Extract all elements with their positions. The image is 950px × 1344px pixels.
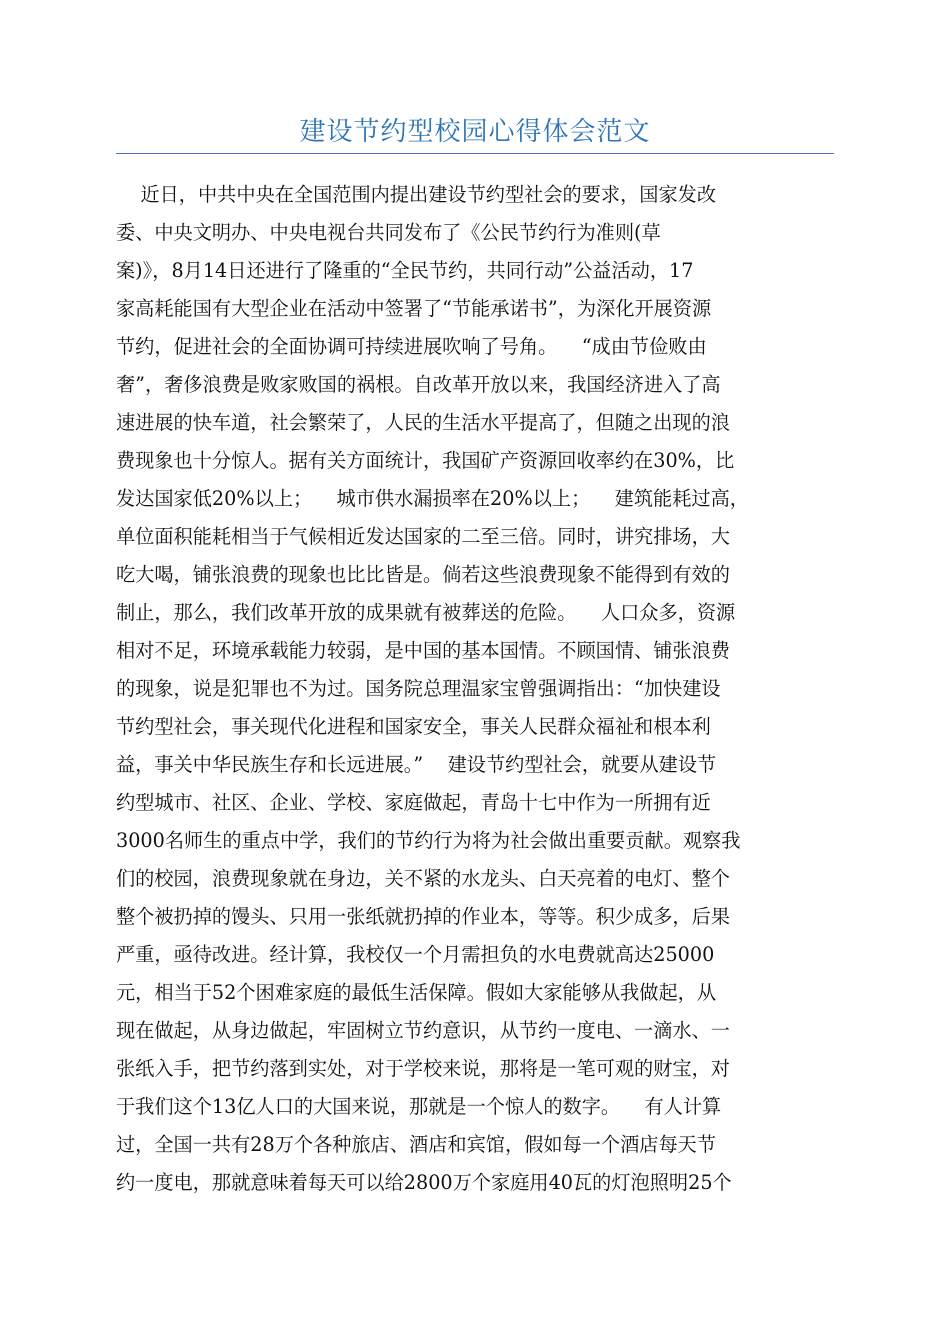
title-underline bbox=[116, 153, 834, 154]
text-line: 节约型社会，事关现代化进程和国家安全，事关人民群众福祉和根本利 bbox=[116, 715, 711, 738]
text-line: 委、中央文明办、中央电视台共同发布了《公民节约行为准则(草 bbox=[116, 221, 661, 244]
text-line: 奢”，奢侈浪费是败家败国的祸根。自改革开放以来，我国经济进入了高 bbox=[116, 373, 721, 396]
text-line: 于我们这个13亿人口的大国来说，那就是一个惊人的数字。 有人计算 bbox=[116, 1095, 722, 1118]
text-line: 现在做起，从身边做起，牢固树立节约意识，从节约一度电、一滴水、一 bbox=[116, 1019, 730, 1042]
text-line: 费现象也十分惊人。据有关方面统计，我国矿产资源回收率约在30%，比 bbox=[116, 449, 735, 472]
text-line: 整个被扔掉的馒头、只用一张纸就扔掉的作业本，等等。积少成多，后果 bbox=[116, 905, 730, 928]
text-line: 约一度电，那就意味着每天可以给2800万个家庭用40瓦的灯泡照明25个 bbox=[116, 1171, 732, 1194]
document-title: 建设节约型校园心得体会范文 bbox=[299, 117, 651, 147]
text-line: 约型城市、社区、企业、学校、家庭做起，青岛十七中作为一所拥有近 bbox=[116, 791, 711, 814]
text-line: 单位面积能耗相当于气候相近发达国家的二至三倍。同时，讲究排场，大 bbox=[116, 525, 730, 548]
text-line: 们的校园，浪费现象就在身边，关不紧的水龙头、白天亮着的电灯、整个 bbox=[116, 867, 730, 890]
text-line: 3000名师生的重点中学，我们的节约行为将为社会做出重要贡献。观察我 bbox=[116, 829, 741, 852]
text-line: 速进展的快车道，社会繁荣了，人民的生活水平提高了，但随之出现的浪 bbox=[116, 411, 730, 434]
text-line: 益，事关中华民族生存和长远进展。” 建设节约型社会，就要从建设节 bbox=[116, 753, 717, 776]
text-line: 过，全国一共有28万个各种旅店、酒店和宾馆，假如每一个酒店每天节 bbox=[116, 1133, 717, 1156]
text-line: 严重，亟待改进。经计算，我校仅一个月需担负的水电费就高达25000 bbox=[116, 943, 715, 966]
text-line: 近日，中共中央在全国范围内提出建设节约型社会的要求，国家发改 bbox=[116, 183, 717, 206]
text-line: 的现象，说是犯罪也不为过。国务院总理温家宝曾强调指出：“加快建设 bbox=[116, 677, 721, 700]
text-line: 相对不足，环境承载能力较弱，是中国的基本国情。不顾国情、铺张浪费 bbox=[116, 639, 730, 662]
text-line: 元，相当于52个困难家庭的最低生活保障。假如大家能够从我做起，从 bbox=[116, 981, 717, 1004]
text-line: 吃大喝，铺张浪费的现象也比比皆是。倘若这些浪费现象不能得到有效的 bbox=[116, 563, 730, 586]
text-line: 节约，促进社会的全面协调可持续进展吹响了号角。 “成由节俭败由 bbox=[116, 335, 707, 358]
text-line: 张纸入手，把节约落到实处，对于学校来说，那将是一笔可观的财宝，对 bbox=[116, 1057, 730, 1080]
text-line: 发达国家低20%以上； 城市供水漏损率在20%以上； 建筑能耗过高， bbox=[116, 487, 749, 510]
text-line: 案)》，8月14日还进行了隆重的“全民节约，共同行动”公益活动，17 bbox=[116, 259, 694, 282]
document-body bbox=[116, 176, 834, 1202]
text-line: 家高耗能国有大型企业在活动中签署了“节能承诺书”，为深化开展资源 bbox=[116, 297, 712, 320]
text-line: 制止，那么，我们改革开放的成果就有被葬送的危险。 人口众多，资源 bbox=[116, 601, 736, 624]
